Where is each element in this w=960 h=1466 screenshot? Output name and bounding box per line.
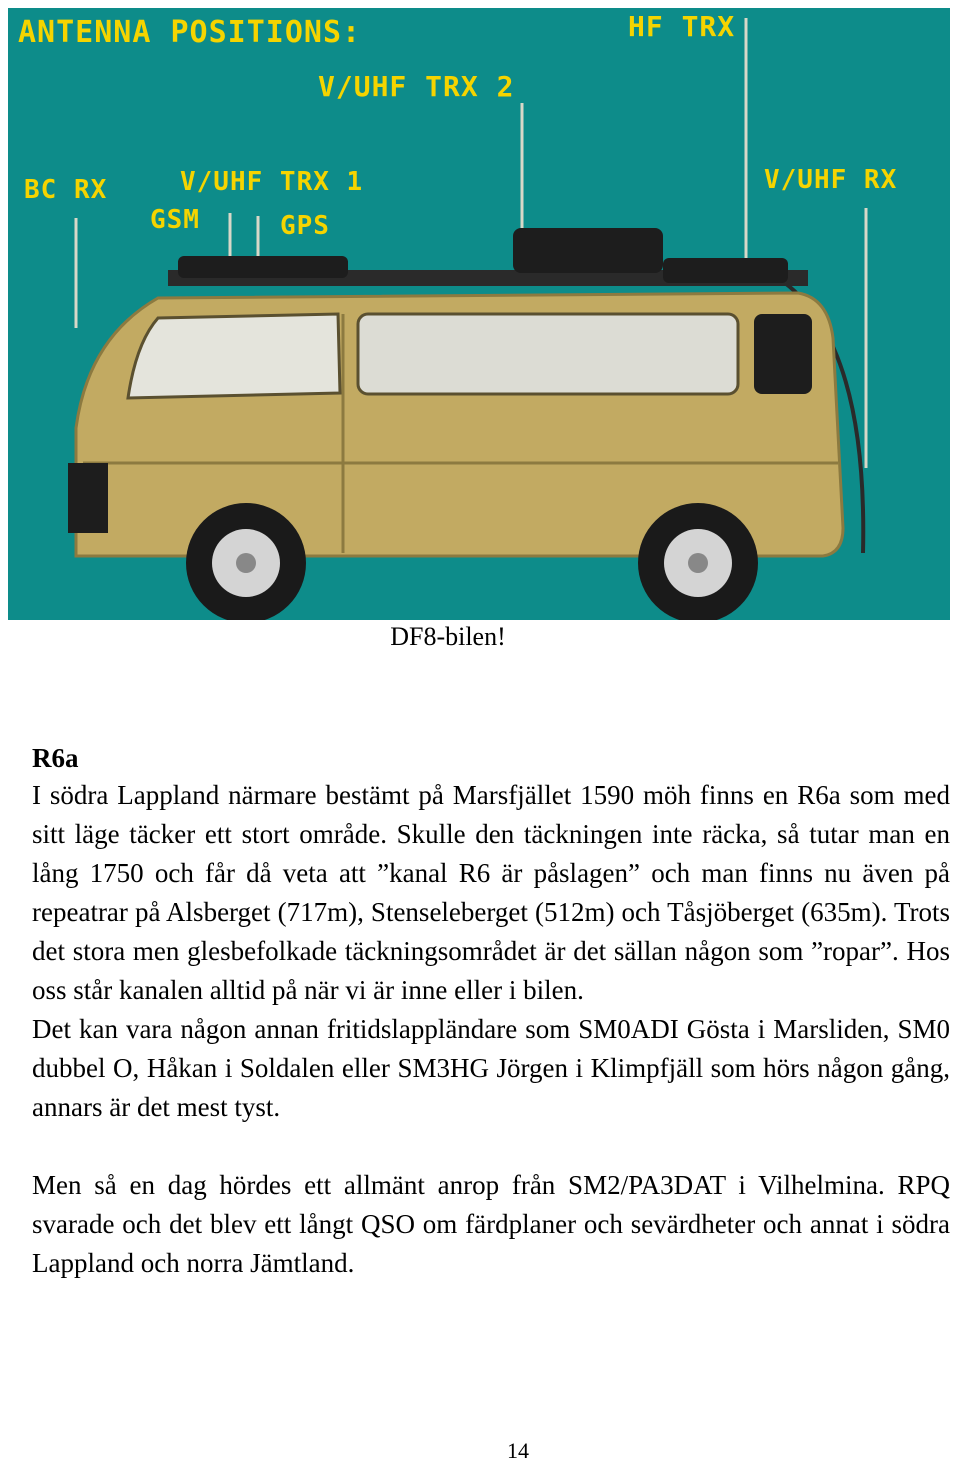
- van-window-front: [128, 314, 340, 398]
- label-vuhf-trx2: V/UHF TRX 2: [318, 70, 515, 103]
- paragraph: I södra Lappland närmare bestämt på Marsfjället 1590 möh finns en R6a som med sitt läge täcker ett stort område. Skulle den täckningen inte räcka, så tutar man en lång 1750 och får då veta att ”kanal R6 är påslagen” och man finns nu även på repeatrar på Alsberget (717m), Stenseleberget (512m) och Tåsjöberget (635m). Trots det stora men glesbefolkade täckningsområdet är det sällan någon som ”ropar”. Hos oss står kanalen alltid på när vi är inne eller i bilen.: [32, 780, 950, 1005]
- page-number-text: 14: [507, 1438, 529, 1463]
- article: [32, 740, 950, 1283]
- van-window-side: [358, 314, 738, 394]
- label-bc-rx: BC RX: [24, 175, 108, 205]
- paragraph: Det kan vara någon annan fritidslappländare som SM0ADI Gösta i Marsliden, SM0 dubbel O, Håkan i Soldalen eller SM3HG Jörgen i Klimpfjäll som hörs någon gång, annars är det mest tyst.: [32, 1014, 950, 1122]
- section-heading: R6a: [32, 743, 79, 773]
- wheel-front: [186, 503, 306, 620]
- figure-caption-text: DF8-bilen!: [390, 622, 506, 651]
- van-illustration: [8, 8, 950, 620]
- label-vuhf-trx1: V/UHF TRX 1: [180, 167, 364, 197]
- label-gps: GPS: [280, 211, 330, 241]
- van-window-rear: [754, 314, 812, 394]
- figure-caption: [0, 622, 960, 652]
- page-number: [0, 1438, 960, 1464]
- paragraph: Men så en dag hördes ett allmänt anrop från SM2/PA3DAT i Vilhelmina. RPQ svarade och det blev ett långt QSO om färdplaner och sevärdheter och annat i södra Lappland och norra Jämtland.: [32, 1170, 950, 1278]
- label-vuhf-rx: V/UHF RX: [764, 165, 898, 195]
- figure-title: ANTENNA POSITIONS:: [18, 15, 362, 50]
- label-gsm: GSM: [150, 205, 200, 235]
- wheel-rear: [638, 503, 758, 620]
- label-hf-trx: HF TRX: [628, 10, 736, 43]
- antenna-positions-figure: [8, 8, 950, 620]
